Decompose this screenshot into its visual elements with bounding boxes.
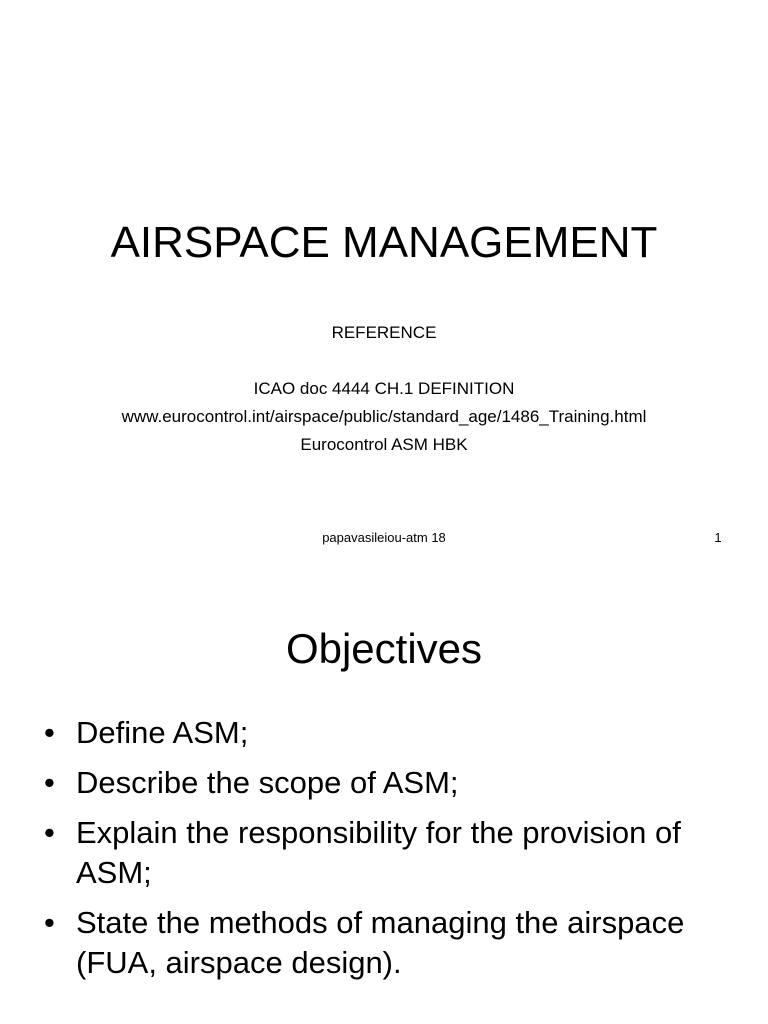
list-item <box>0 903 768 983</box>
reference-item: Eurocontrol ASM HBK <box>300 435 468 454</box>
bullet-icon: • <box>44 765 55 800</box>
page-number: 1 <box>714 530 722 545</box>
reference-heading-block <box>0 319 768 347</box>
list-item <box>0 713 768 753</box>
list-item-text: Define ASM; <box>76 715 249 750</box>
slide-title: AIRSPACE MANAGEMENT <box>110 218 658 267</box>
bullet-icon: • <box>44 905 55 940</box>
list-item-text: State the methods of managing the airspace (FUA, airspace design). <box>76 905 685 980</box>
reference-url: www.eurocontrol.int/airspace/public/standard_age/1486_Training.html <box>121 407 647 426</box>
list-item-text: Explain the responsibility for the provision of ASM; <box>76 815 681 890</box>
slide-footer: papavasileiou-atm 18 <box>322 530 446 545</box>
bullet-icon: • <box>44 815 55 850</box>
slide-2 <box>0 576 768 1024</box>
reference-heading: REFERENCE <box>331 323 437 342</box>
list-item <box>0 813 768 893</box>
reference-item: ICAO doc 4444 CH.1 DEFINITION <box>253 379 515 398</box>
bullet-icon: • <box>44 715 55 750</box>
slide-title: Objectives <box>285 625 483 672</box>
list-item-text: Describe the scope of ASM; <box>76 765 459 800</box>
reference-list <box>0 375 768 459</box>
list-item <box>0 763 768 803</box>
objectives-list <box>0 713 768 993</box>
